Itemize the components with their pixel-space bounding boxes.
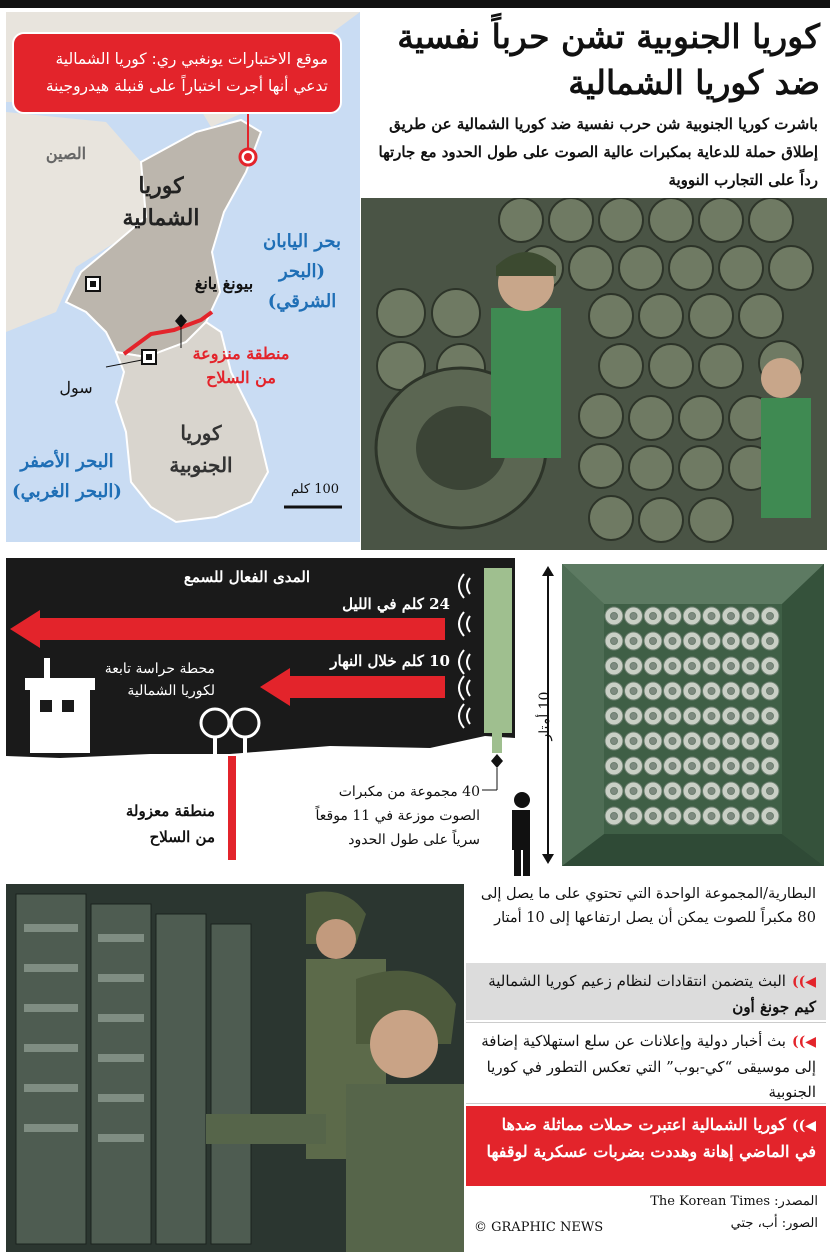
speaker-grid <box>562 564 824 866</box>
speaker-cone-center <box>650 638 657 645</box>
speaker-cone-center <box>650 688 657 695</box>
kim-jong-un-name: كيم جونغ أون <box>732 998 816 1016</box>
megaphone-icon: ◀)) <box>791 974 816 990</box>
soldiers-photo <box>6 884 464 1252</box>
graphic-news-credit: © GRAPHIC NEWS <box>474 1220 604 1235</box>
speaker-cone-center <box>630 688 637 695</box>
speaker-cone-center <box>611 663 618 670</box>
scale-label: 100 كلم <box>290 482 340 497</box>
speaker-groups-label: 40 مجموعة من مكبرات الصوت موزعة في 11 موقعاً سرياً على طول الحدود <box>315 784 480 848</box>
speaker-cone-center <box>728 813 735 820</box>
speaker-cone-center <box>708 763 715 770</box>
speaker-cone-center <box>630 613 637 620</box>
speaker-cone-center <box>728 688 735 695</box>
intro-text: باشرت كوريا الجنوبية شن حرب نفسية ضد كوريا الشمالية عن طريق إطلاق حملة للدعاية بمكبرات عالية الصوت على طول الحدود مع جارتها رداً على التجارب النووية <box>378 115 818 189</box>
speaker-cone-center <box>689 788 696 795</box>
speaker-battery <box>562 564 824 866</box>
speaker-cone-center <box>747 788 754 795</box>
panel-3-text: كوريا الشمالية اعتبرت حملات مماثلة ضدها في الماضي إهانة وهددت بضربات عسكرية لوقفها <box>486 1115 816 1161</box>
speaker-cone-center <box>747 613 754 620</box>
speaker-cone-center <box>689 613 696 620</box>
speaker-cone-center <box>630 638 637 645</box>
sea-of-japan-label: بحر اليابان (البحر الشرقي) <box>263 231 341 312</box>
panel-1-text: البث يتضمن انتقادات لنظام زعيم كوريا الشمالية <box>488 972 786 990</box>
speaker-cone-center <box>747 663 754 670</box>
day-range-label: 10 كلم خلال النهار <box>330 652 450 670</box>
speaker-cone-center <box>669 738 676 745</box>
speaker-cone-center <box>669 788 676 795</box>
yellow-sea-label: البحر الأصفر (البحر الغربي) <box>12 451 122 502</box>
speaker-cone-center <box>689 713 696 720</box>
loudspeaker-photo <box>361 198 827 550</box>
speaker-cone-center <box>767 713 774 720</box>
range-diagram <box>0 558 530 878</box>
megaphone-icon: ◀)) <box>791 1034 816 1050</box>
speaker-cone-center <box>708 738 715 745</box>
speaker-cone-center <box>728 788 735 795</box>
speaker-cone-center <box>747 738 754 745</box>
speaker-cone-center <box>767 688 774 695</box>
megaphone-icon: ◀)) <box>791 1118 816 1134</box>
speaker-cone-center <box>611 613 618 620</box>
speaker-cone-center <box>767 763 774 770</box>
night-range-label: 24 كلم في الليل <box>342 595 450 613</box>
speaker-cone-center <box>650 763 657 770</box>
speaker-cone-center <box>728 738 735 745</box>
range-title: المدى الفعال للسمع <box>183 568 310 586</box>
speaker-cone-center <box>767 613 774 620</box>
source-label: المصدر: <box>774 1194 818 1209</box>
korea-map <box>6 12 360 542</box>
speaker-cone-center <box>747 688 754 695</box>
height-label: 10 أمتار <box>537 691 553 741</box>
speaker-cone-center <box>630 788 637 795</box>
speaker-cone-center <box>728 638 735 645</box>
dmz-map-label: منطقة منزوعة من السلاح <box>192 344 290 387</box>
speaker-cone-center <box>630 738 637 745</box>
speaker-cone-center <box>669 663 676 670</box>
speaker-cone-center <box>767 638 774 645</box>
source-line <box>618 1192 818 1212</box>
speaker-cone-center <box>747 763 754 770</box>
speaker-cone-center <box>669 613 676 620</box>
broadcast-news-panel <box>466 1022 826 1104</box>
speaker-cone-center <box>747 638 754 645</box>
battery-caption: البطارية/المجموعة الواحدة التي تحتوي على ما يصل إلى 80 مكبراً للصوت يمكن أن يصل ارتفاعها إلى 10 أمتار <box>480 886 816 926</box>
speaker-cone-center <box>708 713 715 720</box>
speaker-cone-center <box>708 613 715 620</box>
speaker-cone-center <box>650 613 657 620</box>
china-label: الصين <box>45 144 87 163</box>
speaker-cone-center <box>611 788 618 795</box>
speaker-cone-center <box>650 788 657 795</box>
speaker-cone-center <box>708 688 715 695</box>
speaker-cone-center <box>650 663 657 670</box>
speaker-cone-center <box>689 688 696 695</box>
source-name: The Korean Times <box>650 1194 771 1209</box>
speaker-cone-center <box>630 763 637 770</box>
speaker-cone-center <box>611 763 618 770</box>
speaker-cone-center <box>669 813 676 820</box>
speaker-cone-center <box>689 813 696 820</box>
test-site-callout: موقع الاختبارات يونغبي ري: كوريا الشمالية تدعي أنها أجرت اختباراً على قنبلة هيدروجينة <box>12 32 342 114</box>
speaker-cone-center <box>650 713 657 720</box>
speaker-cone-center <box>650 738 657 745</box>
guard-post-label: محطة حراسة تابعة لكوريا الشمالية <box>104 661 215 699</box>
speaker-cone-center <box>611 638 618 645</box>
speaker-cone-center <box>650 813 657 820</box>
dmz-diagram-label: منطقة معزولة من السلاح <box>125 802 215 846</box>
broadcast-criticism-panel <box>466 963 826 1020</box>
speaker-cone-center <box>611 688 618 695</box>
photo-credit: الصور: أب، جتي <box>730 1216 818 1231</box>
speaker-cone-center <box>630 663 637 670</box>
speaker-cone-center <box>689 738 696 745</box>
speaker-cone-center <box>669 638 676 645</box>
pyongyang-label: بيونغ يانغ <box>194 274 254 293</box>
speaker-cone-center <box>747 813 754 820</box>
speaker-cone-center <box>689 763 696 770</box>
speaker-cone-center <box>708 813 715 820</box>
speaker-cone-center <box>708 663 715 670</box>
speaker-cone-center <box>708 638 715 645</box>
speaker-cone-center <box>767 788 774 795</box>
south-korea-label: كوريا الجنوبية <box>169 421 233 477</box>
speaker-cone-center <box>611 738 618 745</box>
speaker-cone-center <box>630 713 637 720</box>
speaker-cone-center <box>611 813 618 820</box>
north-korea-threat-panel <box>466 1106 826 1186</box>
north-korea-label: كوريا الشمالية <box>122 173 200 231</box>
speaker-cone-center <box>689 663 696 670</box>
speaker-cone-center <box>728 663 735 670</box>
top-bar <box>0 0 830 8</box>
speaker-cone-center <box>728 763 735 770</box>
seoul-label: سول <box>59 378 93 397</box>
loudspeaker-illustration <box>361 198 827 550</box>
speaker-cone-center <box>611 713 618 720</box>
speaker-cone-center <box>630 813 637 820</box>
panel-2-text: بث أخبار دولية وإعلانات عن سلع استهلاكية إضافة إلى موسيقى “كي-بوب” التي تعكس التطور في كوريا الجنوبية <box>481 1032 816 1101</box>
speaker-cone-center <box>767 738 774 745</box>
soldiers-illustration <box>6 884 464 1252</box>
speaker-cone-center <box>669 713 676 720</box>
speaker-cone-center <box>767 813 774 820</box>
headline: كوريا الجنوبية تشن حرباً نفسية ضد كوريا الشمالية <box>397 17 820 102</box>
speaker-cone-center <box>767 663 774 670</box>
speaker-cone-center <box>669 763 676 770</box>
speaker-cone-center <box>728 713 735 720</box>
speaker-cone-center <box>708 788 715 795</box>
speaker-cone-center <box>669 688 676 695</box>
speaker-cone-center <box>747 713 754 720</box>
speaker-cone-center <box>728 613 735 620</box>
speaker-cone-center <box>689 638 696 645</box>
